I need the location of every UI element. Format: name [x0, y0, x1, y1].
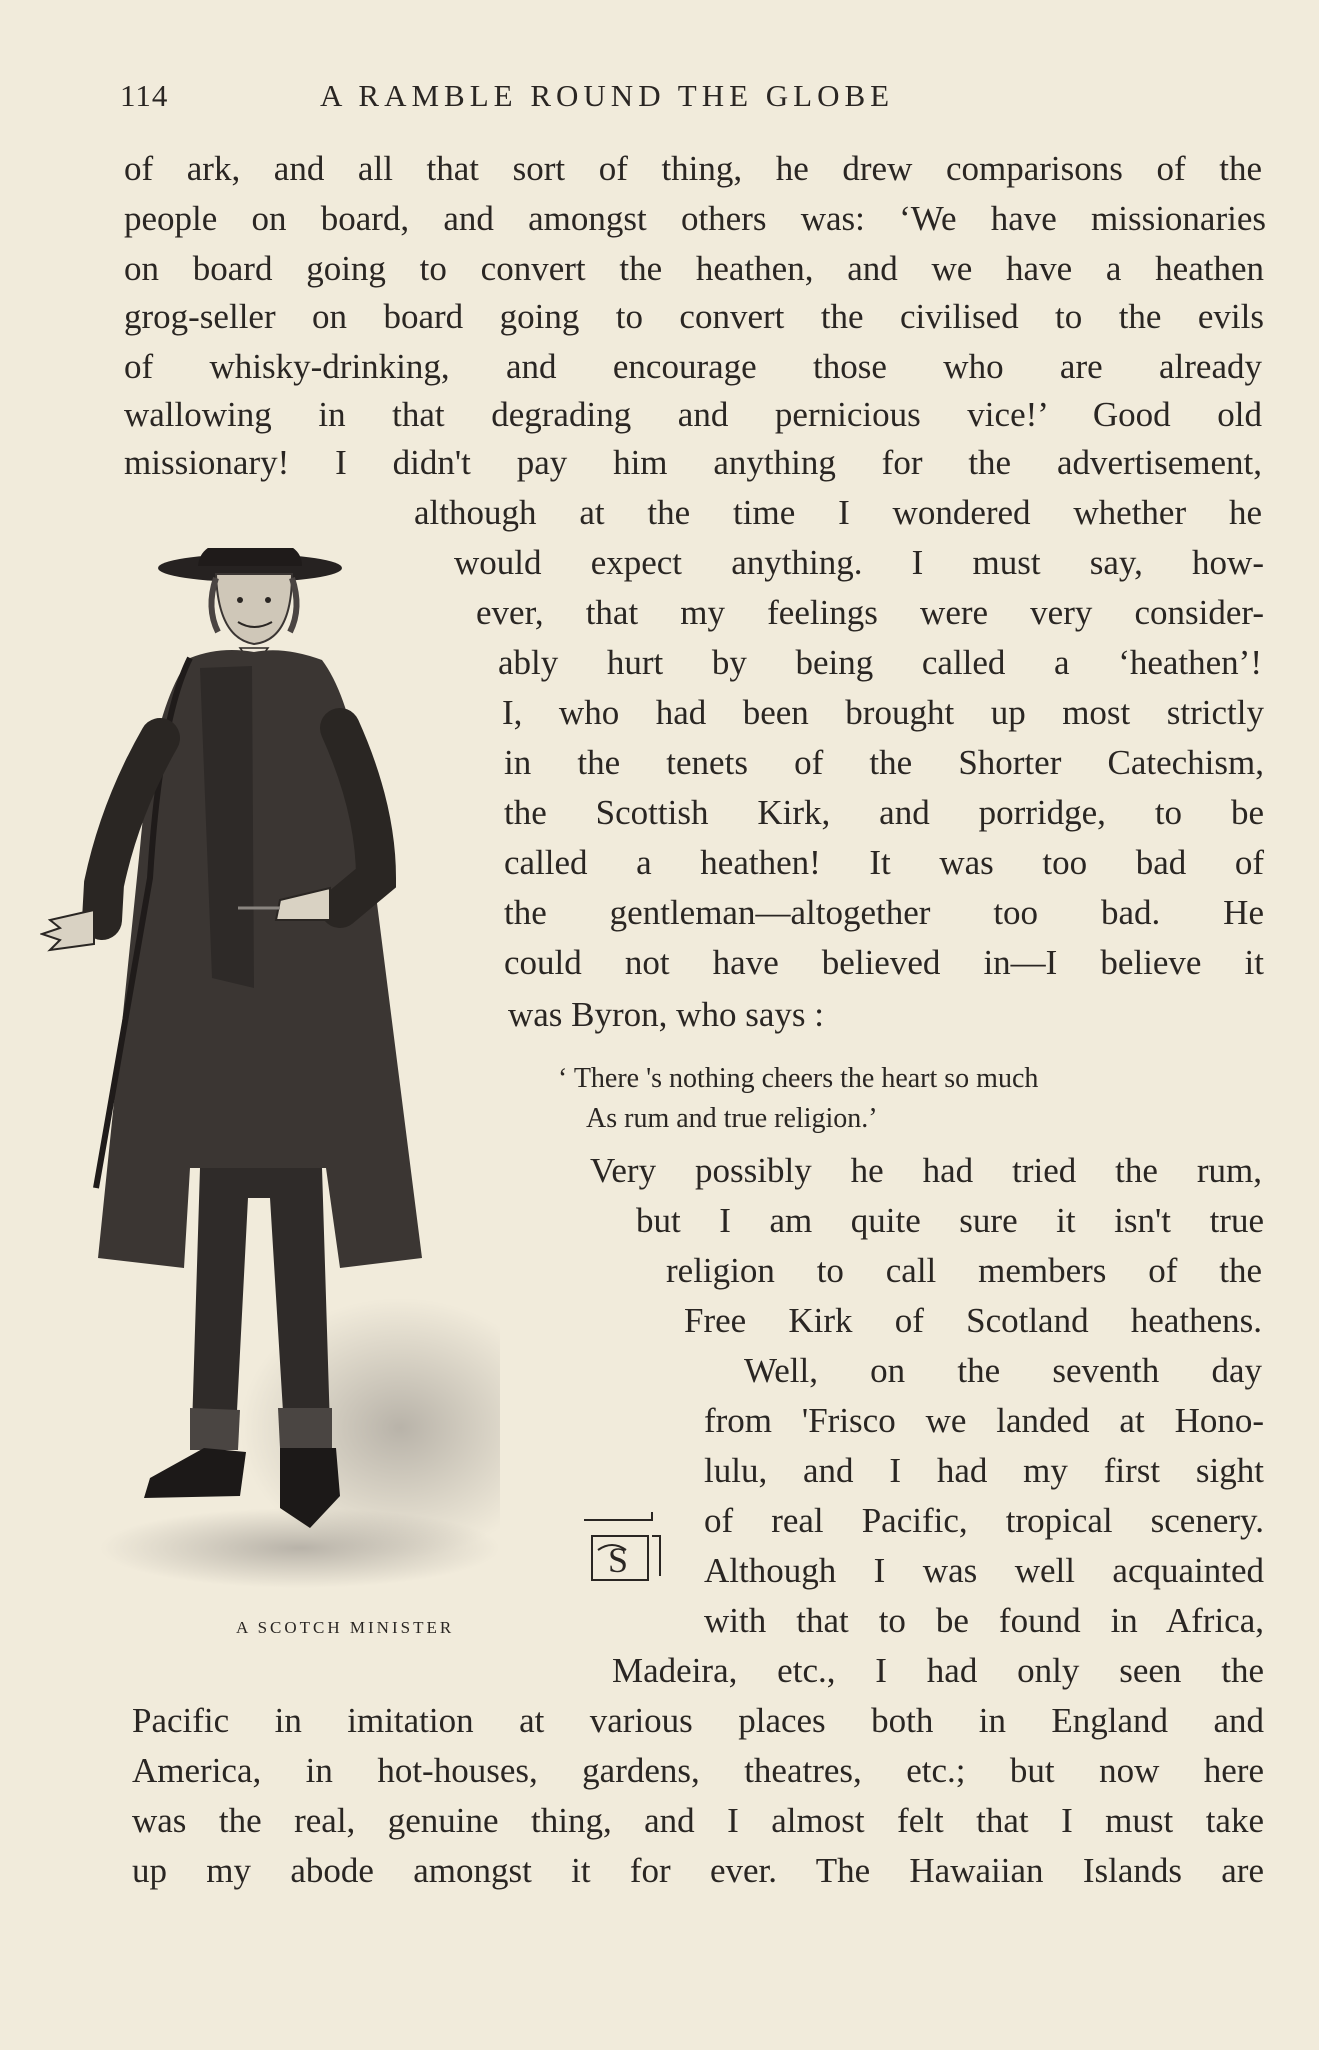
- text-line: grog-seller on board going to convert the civilised to the evils: [124, 297, 1264, 336]
- text-line: Although I was well acquainted: [704, 1551, 1264, 1590]
- text-line: Well, on the seventh day: [744, 1351, 1262, 1390]
- running-title: A RAMBLE ROUND THE GLOBE: [320, 78, 895, 113]
- text-line: would expect anything. I must say, how-: [454, 543, 1264, 582]
- text-line: the Scottish Kirk, and porridge, to be: [504, 793, 1264, 832]
- text-line: Madeira, etc., I had only seen the: [612, 1651, 1264, 1690]
- text-line: was Byron, who says :: [508, 995, 824, 1034]
- text-line: although at the time I wondered whether he: [414, 493, 1262, 532]
- scotch-minister-illustration: [40, 548, 500, 1588]
- ornament-letter: S: [608, 1540, 629, 1580]
- quote-line: As rum and true religion.’: [586, 1103, 878, 1134]
- text-line: lulu, and I had my first sight: [704, 1451, 1264, 1490]
- text-line: of ark, and all that sort of thing, he drew comparisons of the: [124, 149, 1262, 188]
- text-line: Pacific in imitation at various places both in England and: [132, 1701, 1264, 1740]
- text-line: wallowing in that degrading and pernicious vice!’ Good old: [124, 395, 1262, 434]
- page-header: [120, 78, 1270, 122]
- text-line: called a heathen! It was too bad of: [504, 843, 1264, 882]
- text-line: of real Pacific, tropical scenery.: [704, 1501, 1264, 1540]
- text-line: was the real, genuine thing, and I almost felt that I must take: [132, 1801, 1264, 1840]
- text-line: ably hurt by being called a ‘heathen’!: [498, 643, 1262, 682]
- text-line: but I am quite sure it isn't true: [636, 1201, 1264, 1240]
- figure-caption: A SCOTCH MINISTER: [236, 1618, 455, 1637]
- page-number: 114: [120, 78, 169, 113]
- text-line: ever, that my feelings were very consider-: [476, 593, 1264, 632]
- text-line: from 'Frisco we landed at Hono-: [704, 1401, 1264, 1440]
- text-line: in the tenets of the Shorter Catechism,: [504, 743, 1264, 782]
- text-line: the gentleman—altogether too bad. He: [504, 893, 1264, 932]
- text-line: Very possibly he had tried the rum,: [590, 1151, 1262, 1190]
- text-line: of whisky-drinking, and encourage those who are already: [124, 347, 1262, 386]
- text-line: people on board, and amongst others was: ‘We have missionaries: [124, 199, 1266, 238]
- text-line: America, in hot-houses, gardens, theatres, etc.; but now here: [132, 1751, 1264, 1790]
- text-line: on board going to convert the heathen, and we have a heathen: [124, 249, 1264, 288]
- decorative-initial-ornament: [582, 1510, 676, 1586]
- text-line: missionary! I didn't pay him anything for the advertisement,: [124, 443, 1262, 482]
- text-line: Free Kirk of Scotland heathens.: [684, 1301, 1262, 1340]
- text-line: religion to call members of the: [666, 1251, 1262, 1290]
- text-line: with that to be found in Africa,: [704, 1601, 1264, 1640]
- text-line: could not have believed in—I believe it: [504, 943, 1264, 982]
- quote-line: ‘ There 's nothing cheers the heart so much: [558, 1063, 1039, 1094]
- text-line: up my abode amongst it for ever. The Hawaiian Islands are: [132, 1851, 1264, 1890]
- text-line: I, who had been brought up most strictly: [502, 693, 1264, 732]
